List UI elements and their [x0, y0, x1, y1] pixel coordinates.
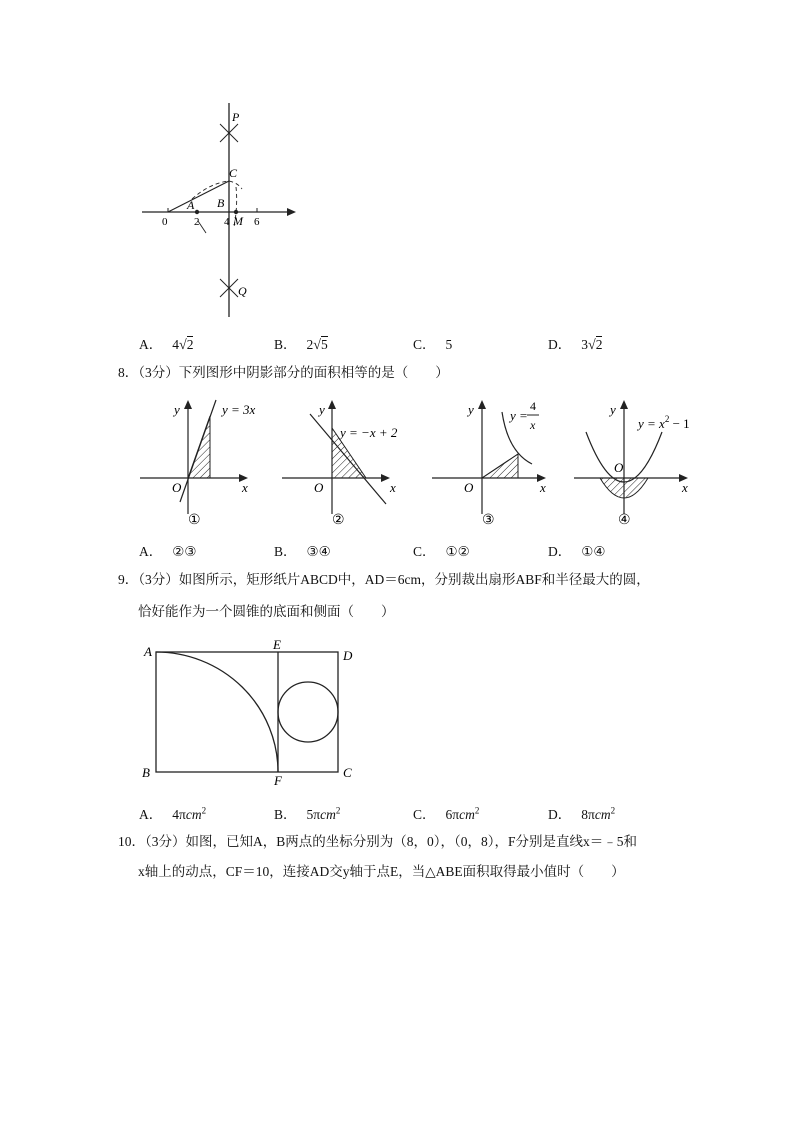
- q7-option-c[interactable]: C． 5: [413, 337, 453, 352]
- svg-text:O: O: [464, 480, 474, 495]
- q8-stem: 8．（3分）下列图形中阴影部分的面积相等的是（ ）: [118, 365, 449, 380]
- q7-label-q: Q: [238, 284, 247, 298]
- q9-option-c[interactable]: C． 6πcm$^2$: [413, 805, 480, 822]
- q7-label-p: P: [232, 110, 240, 124]
- q8-graph-2: [282, 400, 398, 528]
- q9-figure: [140, 640, 370, 785]
- svg-text:D: D: [343, 648, 353, 663]
- svg-text:B: B: [142, 765, 150, 780]
- svg-text:y = x2 − 1: $y = x^2 - 1$: [638, 414, 690, 431]
- svg-text:O: O: [172, 480, 182, 495]
- q9-stem-line-2: 恰好能作为一个圆锥的底面和侧面（ ）: [138, 604, 395, 619]
- svg-text:y = 3x: y = 3x: [222, 402, 256, 417]
- svg-text:x: x: [242, 480, 248, 495]
- q9-option-d[interactable]: D． 8πcm$^2$: [548, 805, 616, 822]
- svg-text:y = −x + 2: y = −x + 2: [340, 425, 398, 440]
- svg-text:O: O: [314, 480, 324, 495]
- q9-option-a[interactable]: A． 4πcm$^2$: [139, 805, 207, 822]
- q10-stem-line-1: 10．（3分）如图，已知A，B两点的坐标分别为（8，0），（0，8），F分别是直线x＝﹣5和: [118, 834, 638, 849]
- svg-text:②: ②: [332, 513, 345, 528]
- q7-option-d[interactable]: D． 3√2: [548, 337, 603, 353]
- q9-sector-arc: [156, 652, 278, 772]
- q7-label-m: M: [233, 214, 243, 228]
- q8-option-d[interactable]: D． ①④: [548, 544, 606, 559]
- q7-point-a: [195, 210, 199, 214]
- svg-text:x: x: [390, 480, 396, 495]
- svg-text:O: O: [614, 460, 624, 475]
- svg-text:x: x: [530, 418, 536, 432]
- svg-text:y =: y =: [510, 408, 528, 423]
- q7-option-a[interactable]: A． 4√2: [139, 337, 194, 353]
- q7-x-arrow: [287, 208, 296, 216]
- q8-option-a[interactable]: A． ②③: [139, 544, 197, 559]
- q8-graph-4: [574, 400, 690, 528]
- q9-stem-line-1: 9．（3分）如图所示，矩形纸片ABCD中，AD＝6cm，分别裁出扇形ABF和半径最大的圆，: [118, 572, 650, 587]
- svg-text:①: ①: [188, 513, 201, 528]
- q7-option-b[interactable]: B． 2√5: [274, 337, 328, 353]
- svg-text:③: ③: [482, 513, 495, 528]
- svg-text:④: ④: [618, 513, 631, 528]
- q7-label-c: C: [229, 166, 238, 180]
- svg-text:A: A: [144, 644, 152, 659]
- q10-stem-line-2: x轴上的动点，CF＝10，连接AD交y轴于点E，当△ABE面积取得最小值时（ ）: [138, 864, 625, 879]
- q8-figures: [130, 392, 700, 532]
- q7-label-b: B: [217, 196, 225, 210]
- q7-tick-4: 4: [224, 216, 230, 228]
- svg-text:C: C: [343, 765, 352, 780]
- svg-text:y: y: [174, 402, 180, 417]
- q9-circle: [278, 682, 338, 742]
- svg-text:F: F: [274, 773, 282, 785]
- q9-rectangle: [156, 652, 338, 772]
- svg-text:y: y: [468, 402, 474, 417]
- q7-label-a: A: [187, 198, 195, 212]
- q7-tick-6: 6: [254, 216, 260, 228]
- q9-option-b[interactable]: B． 5πcm$^2$: [274, 805, 341, 822]
- q8-graph-1: [140, 400, 256, 528]
- svg-text:y: y: [610, 402, 616, 417]
- svg-text:4: 4: [530, 399, 536, 413]
- q8-option-b[interactable]: B． ③④: [274, 544, 331, 559]
- q8-graph-3: [432, 399, 546, 528]
- q7-tick-0: 0: [162, 216, 168, 228]
- q8-option-c[interactable]: C． ①②: [413, 544, 470, 559]
- svg-text:E: E: [273, 640, 281, 652]
- svg-text:x: x: [540, 480, 546, 495]
- svg-text:x: x: [682, 480, 688, 495]
- q7-tick-2: 2: [194, 216, 200, 228]
- svg-text:y: y: [319, 402, 325, 417]
- q7-figure: [130, 95, 310, 325]
